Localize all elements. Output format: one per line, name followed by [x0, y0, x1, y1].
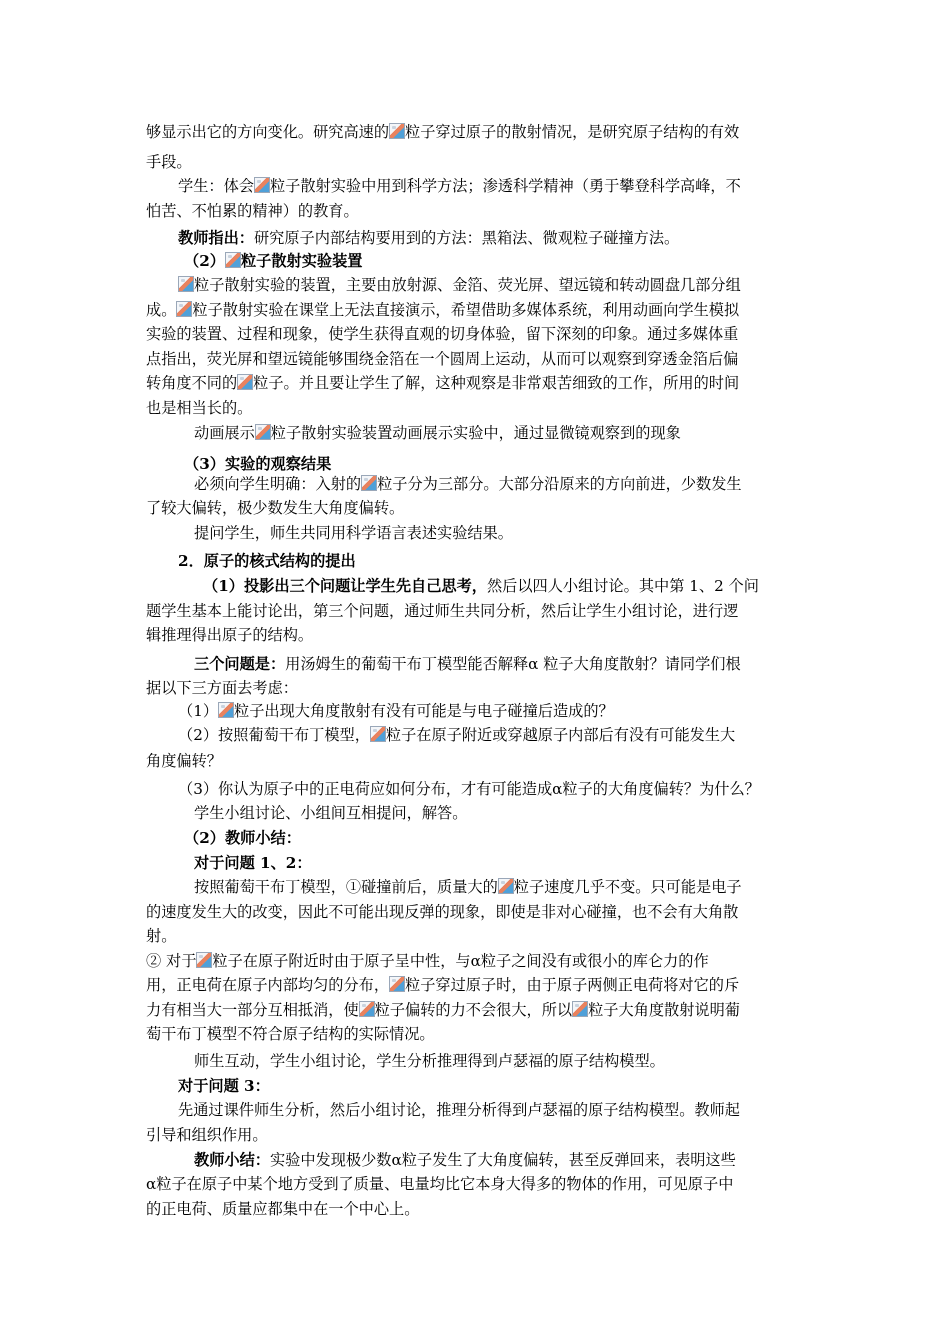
text-line: 萄干布丁模型不符合原子结构的实际情况。 [146, 1025, 435, 1043]
text-line: （1） 粒子出现大角度散射有没有可能是与电子碰撞后造成的？ [178, 702, 614, 720]
alpha-image-icon [389, 976, 405, 992]
text-line: 提问学生，师生共同用科学语言表述实验结果。 [194, 524, 513, 542]
text-line: 射。 [146, 927, 177, 945]
text-line: 用，正电荷在原子内部均匀的分布， 粒子穿过原子时，由于原子两侧正电荷将对它的斥 [146, 976, 740, 994]
text-line: 据以下三方面去考虑： [146, 679, 298, 697]
text-line: 实验的装置、过程和现象，使学生获得直观的切身体验，留下深刻的印象。通过多媒体重 [146, 325, 739, 343]
alpha-image-icon [176, 301, 192, 317]
text-line: 的正电荷、质量应都集中在一个中心上。 [146, 1200, 420, 1218]
section-heading: 2．原子的核式结构的提出 [178, 552, 356, 570]
text-line: （1）投影出三个问题让学生先自己思考，然后以四人小组讨论。其中第 1、2 个问 [203, 577, 759, 595]
section-heading: （2）教师小结： [184, 829, 301, 847]
alpha-image-icon [361, 475, 377, 491]
section-heading: 对于问题 1、2： [194, 854, 312, 872]
alpha-image-icon [498, 878, 514, 894]
text-line: 辑推理得出原子的结构。 [146, 626, 314, 644]
text-line: 也是相当长的。 [146, 399, 253, 417]
alpha-image-icon [225, 252, 241, 268]
text-line: （2）按照葡萄干布丁模型， 粒子在原子附近或穿越原子内部后有没有可能发生大 [178, 726, 736, 744]
alpha-image-icon [359, 1001, 375, 1017]
text-line: 的速度发生大的改变，因此不可能出现反弹的现象，即使是非对心碰撞，也不会有大角散 [146, 903, 739, 921]
alpha-image-icon [255, 424, 271, 440]
text-line: 力有相当大一部分互相抵消，使 粒子偏转的力不会很大，所以 粒子大角度散射说明葡 [146, 1001, 740, 1019]
text-line: 角度偏转？ [146, 752, 222, 770]
section-heading: （2） 粒子散射实验装置 [184, 252, 363, 270]
text-line: 三个问题是：用汤姆生的葡萄干布丁模型能否解释α 粒子大角度散射？请同学们根 [194, 655, 741, 673]
text-line: α粒子在原子中某个地方受到了质量、电量均比它本身大得多的物体的作用，可见原子中 [146, 1175, 734, 1193]
text-line: 转角度不同的 粒子。并且要让学生了解，这种观察是非常艰苦细致的工作，所用的时间 [146, 374, 740, 392]
text-line: 粒子散射实验的装置，主要由放射源、金箔、荧光屏、望远镜和转动圆盘几部分组 [178, 273, 741, 297]
text-line: 教师小结：实验中发现极少数α粒子发生了大角度偏转，甚至反弹回来，表明这些 [194, 1151, 736, 1169]
text-line: 学生小组讨论、小组间互相提问，解答。 [194, 804, 468, 822]
alpha-image-icon [572, 1001, 588, 1017]
text-line: 手段。 [146, 153, 192, 171]
text-line: 学生：体会 粒子散射实验中用到科学方法；渗透科学精神（勇于攀登科学高峰，不 [178, 177, 741, 195]
text-line: 引导和组织作用。 [146, 1126, 268, 1144]
alpha-image-icon [237, 374, 253, 390]
alpha-image-icon [178, 276, 194, 292]
text-line: 怕苦、不怕累的精神）的教育。 [146, 202, 359, 220]
text-line: 必须向学生明确：入射的 粒子分为三部分。大部分沿原来的方向前进，少数发生 [194, 475, 742, 493]
text-line: 题学生基本上能讨论出，第三个问题，通过师生共同分析，然后让学生小组讨论，进行逻 [146, 602, 739, 620]
alpha-image-icon [196, 952, 212, 968]
text-line: ② 对于 粒子在原子附近时由于原子呈中性，与α粒子之间没有或很小的库仑力的作 [146, 952, 709, 970]
text-line: 够显示出它的方向变化。研究高速的 粒子穿过原子的散射情况，是研究原子结构的有效 [146, 123, 740, 141]
text-line: 师生互动，学生小组讨论，学生分析推理得到卢瑟福的原子结构模型。 [194, 1052, 665, 1070]
text-line: 教师指出：研究原子内部结构要用到的方法：黑箱法、微观粒子碰撞方法。 [178, 229, 680, 247]
text-line: 成。 粒子散射实验在课堂上无法直接演示，希望借助多媒体系统，利用动画向学生模拟 [146, 301, 740, 319]
section-heading: 对于问题 3： [178, 1077, 270, 1095]
text-line: 先通过课件师生分析，然后小组讨论，推理分析得到卢瑟福的原子结构模型。教师起 [178, 1101, 740, 1119]
text-line: （3）你认为原子中的正电荷应如何分布，才有可能造成α粒子的大角度偏转？为什么？ [178, 780, 760, 798]
text-line: 按照葡萄干布丁模型，①碰撞前后，质量大的 粒子速度几乎不变。只可能是电子 [194, 878, 742, 896]
alpha-image-icon [389, 123, 405, 139]
text-line: 点指出，荧光屏和望远镜能够围绕金箔在一个圆周上运动，从而可以观察到穿透金箔后偏 [146, 350, 739, 368]
alpha-image-icon [254, 177, 270, 193]
section-heading: （3）实验的观察结果 [184, 455, 332, 473]
text-line: 了较大偏转，极少数发生大角度偏转。 [146, 499, 405, 517]
alpha-image-icon [218, 702, 234, 718]
text-line: 动画展示 粒子散射实验装置动画展示实验中，通过显微镜观察到的现象 [194, 424, 681, 442]
alpha-image-icon [370, 726, 386, 742]
